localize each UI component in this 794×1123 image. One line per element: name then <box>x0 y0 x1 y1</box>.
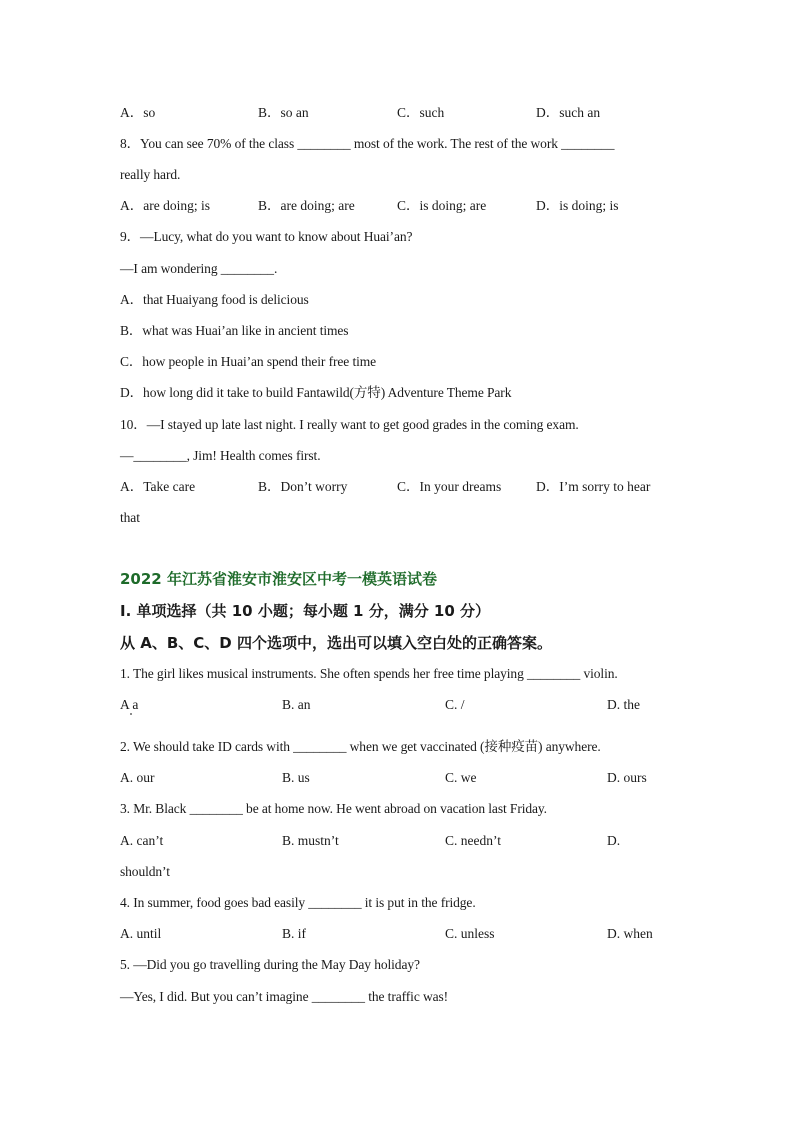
q10-option-a: A．Take care <box>120 479 196 494</box>
question-4-option-d: D. when <box>607 926 653 941</box>
q9-option-b: B．what was Huai’an like in ancient times <box>120 323 349 338</box>
question-4-stem: 4. In summer, food goes bad easily ________ it is put in the fridge. <box>120 895 476 910</box>
q10-option-b: B．Don’t worry <box>258 479 348 494</box>
q8-option-a: A．are doing; is <box>120 198 210 213</box>
question-3-option-d: D. <box>607 833 621 848</box>
q10-stem-line2: —________, Jim! Health comes first. <box>120 448 321 463</box>
q8-option-d: D．is doing; is <box>536 198 619 213</box>
q10-option-d-wrap: that <box>120 510 140 525</box>
q10-stem-line1: 10．—I stayed up late last night. I really want to get good grades in the coming exam. <box>120 417 579 432</box>
q9-stem-line2: —I am wondering ________. <box>120 261 278 276</box>
question-2-option-d: D. ours <box>607 770 647 785</box>
question-5-stem-line2: —Yes, I did. But you can’t imagine ________ the traffic was! <box>120 989 449 1004</box>
question-3-option-c: C. needn’t <box>445 833 501 848</box>
q10-option-d: D．I’m sorry to hear <box>536 479 651 494</box>
question-3-option-b: B. mustn’t <box>282 833 339 848</box>
q9-stem-line1: 9．—Lucy, what do you want to know about Huai’an? <box>120 229 413 244</box>
question-4-option-a: A. until <box>120 926 162 941</box>
question-1-option-c: C. / <box>445 697 465 712</box>
question-1-stem: 1. The girl likes musical instruments. She often spends her free time playing ________ violin. <box>120 666 618 681</box>
section-heading: Ⅰ. 单项选择（共 10 小题；每小题 1 分，满分 10 分） <box>120 602 491 620</box>
q9-option-a: A．that Huaiyang food is delicious <box>120 292 309 307</box>
question-4-option-b: B. if <box>282 926 307 941</box>
q9-option-c: C．how people in Huai’an spend their free time <box>120 354 377 369</box>
q8-stem-line2: really hard. <box>120 167 181 182</box>
q8-option-c: C．is doing; are <box>397 198 487 213</box>
q7-option-a: A．so <box>120 105 156 120</box>
q7-option-b: B．so an <box>258 105 309 120</box>
question-3-stem: 3. Mr. Black ________ be at home now. He went abroad on vacation last Friday. <box>120 801 547 816</box>
question-2-option-c: C. we <box>445 770 477 785</box>
section-instruction: 从 A、B、C、D 四个选项中，选出可以填入空白处的正确答案。 <box>120 634 552 652</box>
q7-option-c: C．such <box>397 105 445 120</box>
question-2-option-b: B. us <box>282 770 310 785</box>
question-1-option-b: B. an <box>282 697 311 712</box>
exam-title: 2022 年江苏省淮安市淮安区中考一模英语试卷 <box>120 570 437 588</box>
q8-stem-line1: 8．You can see 70% of the class ________ most of the work. The rest of the work ________ <box>120 136 615 151</box>
question-4-option-c: C. unless <box>445 926 495 941</box>
q7-option-d: D．such an <box>536 105 601 120</box>
question-5-stem: 5. —Did you go travelling during the May Day holiday? <box>120 957 420 972</box>
q10-option-c: C．In your dreams <box>397 479 502 494</box>
q8-option-b: B．are doing; are <box>258 198 355 213</box>
question-2-stem: 2. We should take ID cards with ________ when we get vaccinated (接种疫苗) anywhere. <box>120 739 601 754</box>
q9-option-d: D．how long did it take to build Fantawild(方特) Adventure Theme Park <box>120 385 512 400</box>
question-1-option-a: A a <box>120 697 139 712</box>
question-3-option-a: A. can’t <box>120 833 164 848</box>
question-1-option-d: D. the <box>607 697 640 712</box>
stray-dot-mark <box>130 713 132 715</box>
question-2-option-a: A. our <box>120 770 155 785</box>
question-3-option-d-wrap: shouldn’t <box>120 864 170 879</box>
